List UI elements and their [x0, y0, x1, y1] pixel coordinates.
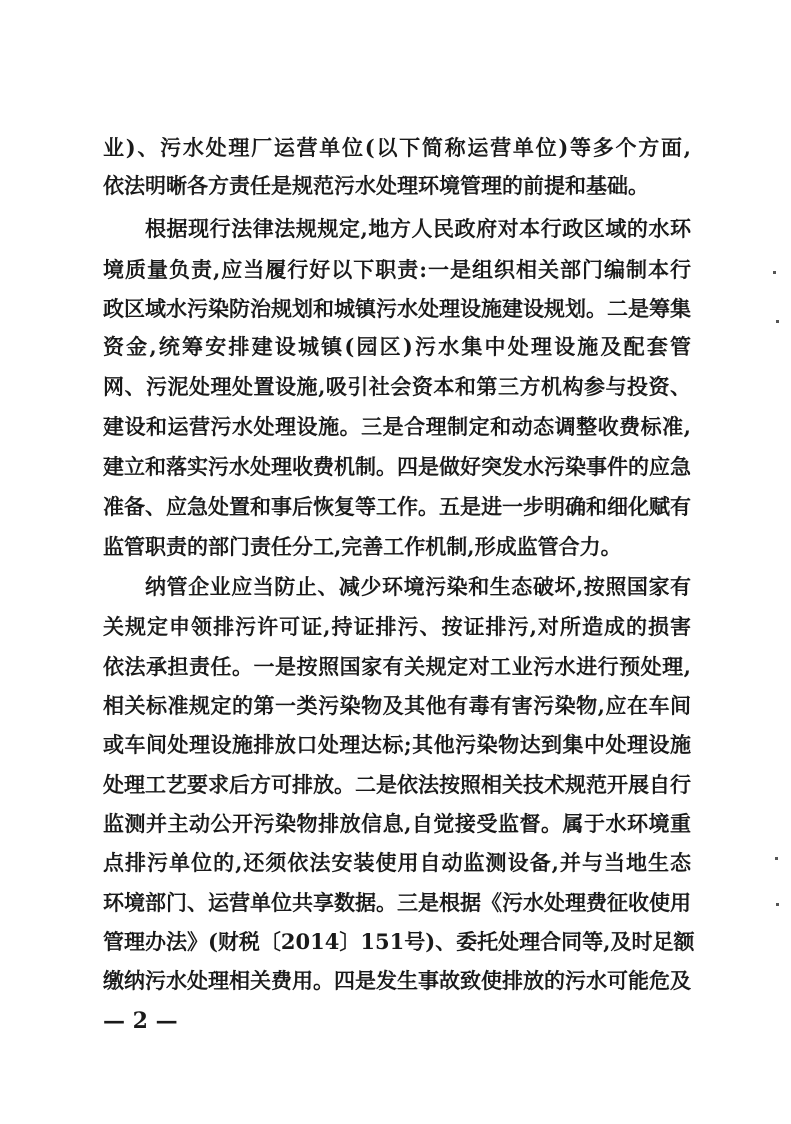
body-text-line: 监测并主动公开污染物排放信息,自觉接受监督。属于水环境重 [103, 811, 691, 836]
body-text-line: 缴纳污水处理相关费用。四是发生事故致使排放的污水可能危及 [103, 968, 691, 993]
body-text-line: 依法承担责任。一是按照国家有关规定对工业污水进行预处理, [103, 654, 691, 679]
scan-speck [775, 857, 778, 860]
body-text-line: 处理工艺要求后方可排放。二是依法按照相关技术规范开展自行 [103, 772, 691, 797]
body-text-line: 关规定申领排污许可证,持证排污、按证排污,对所造成的损害 [103, 614, 691, 639]
page-number: — 2 — [103, 1008, 178, 1034]
body-text-line: 或车间处理设施排放口处理达标;其他污染物达到集中处理设施 [103, 732, 691, 757]
body-text-line: 相关标准规定的第一类污染物及其他有毒有害污染物,应在车间 [103, 693, 691, 718]
body-text-line: 监管职责的部门责任分工,完善工作机制,形成监管合力。 [103, 534, 622, 559]
body-text-line: 环境部门、运营单位共享数据。三是根据《污水处理费征收使用 [103, 890, 691, 915]
body-text-line: 建立和落实污水处理收费机制。四是做好突发水污染事件的应急 [103, 454, 691, 479]
scan-speck [776, 320, 779, 323]
scan-speck [776, 903, 779, 906]
body-text-line: 准备、应急处置和事后恢复等工作。五是进一步明确和细化赋有 [103, 494, 691, 519]
body-text-line: 资金,统筹安排建设城镇(园区)污水集中处理设施及配套管 [103, 334, 691, 359]
body-text-line: 管理办法》(财税〔2014〕151号)、委托处理合同等,及时足额 [103, 929, 695, 954]
body-text-line: 业)、污水处理厂运营单位(以下简称运营单位)等多个方面, [103, 135, 691, 160]
body-text-line: 依法明晰各方责任是规范污水处理环境管理的前提和基础。 [103, 173, 649, 198]
paragraph-start-line: 纳管企业应当防止、减少环境污染和生态破坏,按照国家有 [145, 574, 691, 599]
body-text-line: 建设和运营污水处理设施。三是合理制定和动态调整收费标准, [103, 414, 691, 439]
body-text-line: 境质量负责,应当履行好以下职责:一是组织相关部门编制本行 [103, 257, 691, 282]
scan-speck [773, 271, 776, 274]
body-text-line: 政区域水污染防治规划和城镇污水处理设施建设规划。二是筹集 [103, 296, 691, 321]
body-text-line: 点排污单位的,还须依法安装使用自动监测设备,并与当地生态 [103, 850, 691, 875]
body-text-line: 网、污泥处理处置设施,吸引社会资本和第三方机构参与投资、 [103, 374, 691, 399]
paragraph-start-line: 根据现行法律法规规定,地方人民政府对本行政区域的水环 [145, 216, 691, 241]
